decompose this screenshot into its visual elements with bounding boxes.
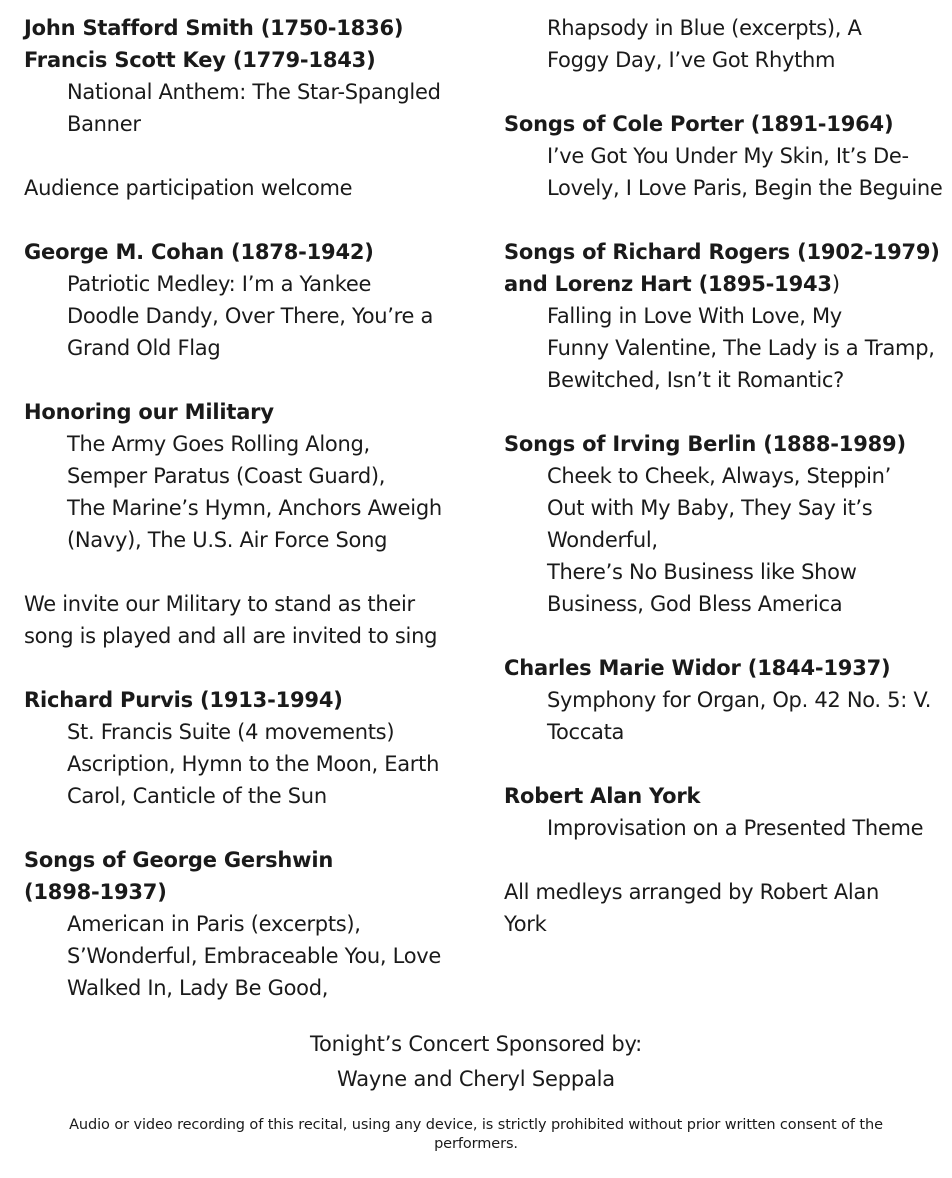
work-title: Grand Old Flag	[67, 336, 221, 360]
work-title: Symphony for Organ, Op. 42 No. 5: V.	[547, 688, 932, 712]
program-item-porter	[504, 108, 944, 204]
work-title: Falling in Love With Love, My	[547, 304, 842, 328]
program-item-purvis	[24, 684, 484, 812]
composer-heading: Songs of George Gershwin	[24, 848, 334, 872]
work-title: Improvisation on a Presented Theme	[547, 816, 924, 840]
composer-heading: George M. Cohan (1878-1942)	[24, 240, 374, 264]
arranger-note	[504, 876, 944, 940]
composer-heading: Francis Scott Key (1779-1843)	[24, 48, 376, 72]
work-title: The Marine’s Hymn, Anchors Aweigh	[67, 496, 442, 520]
work-title: Lovely, I Love Paris, Begin the Beguine	[547, 176, 943, 200]
work-title: Bewitched, Isn’t it Romantic?	[547, 368, 844, 392]
composer-heading: Songs of Irving Berlin (1888-1989)	[504, 432, 906, 456]
program-right-column	[504, 12, 944, 940]
composer-heading: (1898-1937)	[24, 880, 167, 904]
work-title: St. Francis Suite (4 movements)	[67, 720, 395, 744]
work-title: Walked In, Lady Be Good,	[67, 976, 329, 1000]
work-title: Foggy Day, I’ve Got Rhythm	[547, 48, 836, 72]
note-text: York	[504, 912, 547, 936]
program-item-national-anthem	[24, 12, 484, 140]
work-title: S’Wonderful, Embraceable You, Love	[67, 944, 441, 968]
work-title: American in Paris (excerpts),	[67, 912, 361, 936]
section-heading: Honoring our Military	[24, 400, 274, 424]
program-item-berlin	[504, 428, 944, 620]
work-title: I’ve Got You Under My Skin, It’s De-	[547, 144, 909, 168]
work-title: Out with My Baby, They Say it’s	[547, 496, 873, 520]
note-text: All medleys arranged by Robert Alan	[504, 880, 880, 904]
program-item-cohan	[24, 236, 484, 364]
composer-heading: John Stafford Smith (1750-1836)	[24, 16, 404, 40]
work-title: There’s No Business like Show	[547, 560, 857, 584]
work-title: Rhapsody in Blue (excerpts), A	[547, 16, 862, 40]
program-item-rogers-hart	[504, 236, 944, 396]
program-item-gershwin-continued	[504, 12, 944, 76]
program-item-military	[24, 396, 484, 556]
composer-heading: Songs of Richard Rogers (1902-1979)	[504, 240, 940, 264]
composer-heading: Songs of Cole Porter (1891-1964)	[504, 112, 894, 136]
composer-heading: Richard Purvis (1913-1994)	[24, 688, 343, 712]
work-title: Doodle Dandy, Over There, You’re a	[67, 304, 434, 328]
work-title: Patriotic Medley: I’m a Yankee	[67, 272, 372, 296]
sponsor-names: Wayne and Cheryl Seppala	[337, 1067, 615, 1091]
work-title: Business, God Bless America	[547, 592, 843, 616]
work-title: Banner	[67, 112, 141, 136]
program-item-gershwin	[24, 844, 484, 1004]
work-title: The Army Goes Rolling Along,	[67, 432, 370, 456]
recording-notice: Audio or video recording of this recital, using any device, is strictly prohibited without prior written consent of the performers.	[69, 1117, 883, 1152]
work-title: Carol, Canticle of the Sun	[67, 784, 327, 808]
closing-paren: )	[831, 272, 840, 296]
composer-heading: Robert Alan York	[504, 784, 701, 808]
composer-heading	[504, 268, 944, 300]
program-item-widor	[504, 652, 944, 748]
program-left-column	[24, 12, 484, 1004]
sponsor-block	[0, 1027, 952, 1097]
work-title: (Navy), The U.S. Air Force Song	[67, 528, 388, 552]
program-item-york	[504, 780, 944, 844]
note-text: We invite our Military to stand as their	[24, 592, 415, 616]
work-title: Ascription, Hymn to the Moon, Earth	[67, 752, 440, 776]
composer-heading-text: and Lorenz Hart (1895-1943	[504, 272, 832, 296]
composer-heading: Charles Marie Widor (1844-1937)	[504, 656, 891, 680]
work-title: Toccata	[547, 720, 625, 744]
military-note	[24, 588, 484, 652]
note-text: song is played and all are invited to sing	[24, 624, 438, 648]
audience-note: Audience participation welcome	[24, 176, 353, 200]
work-title: Funny Valentine, The Lady is a Tramp,	[547, 336, 935, 360]
sponsor-line: Tonight’s Concert Sponsored by:	[309, 1032, 643, 1056]
work-title: Cheek to Cheek, Always, Steppin’	[547, 464, 892, 488]
work-title: National Anthem: The Star-Spangled	[67, 80, 441, 104]
work-title: Wonderful,	[547, 528, 658, 552]
work-title: Semper Paratus (Coast Guard),	[67, 464, 386, 488]
